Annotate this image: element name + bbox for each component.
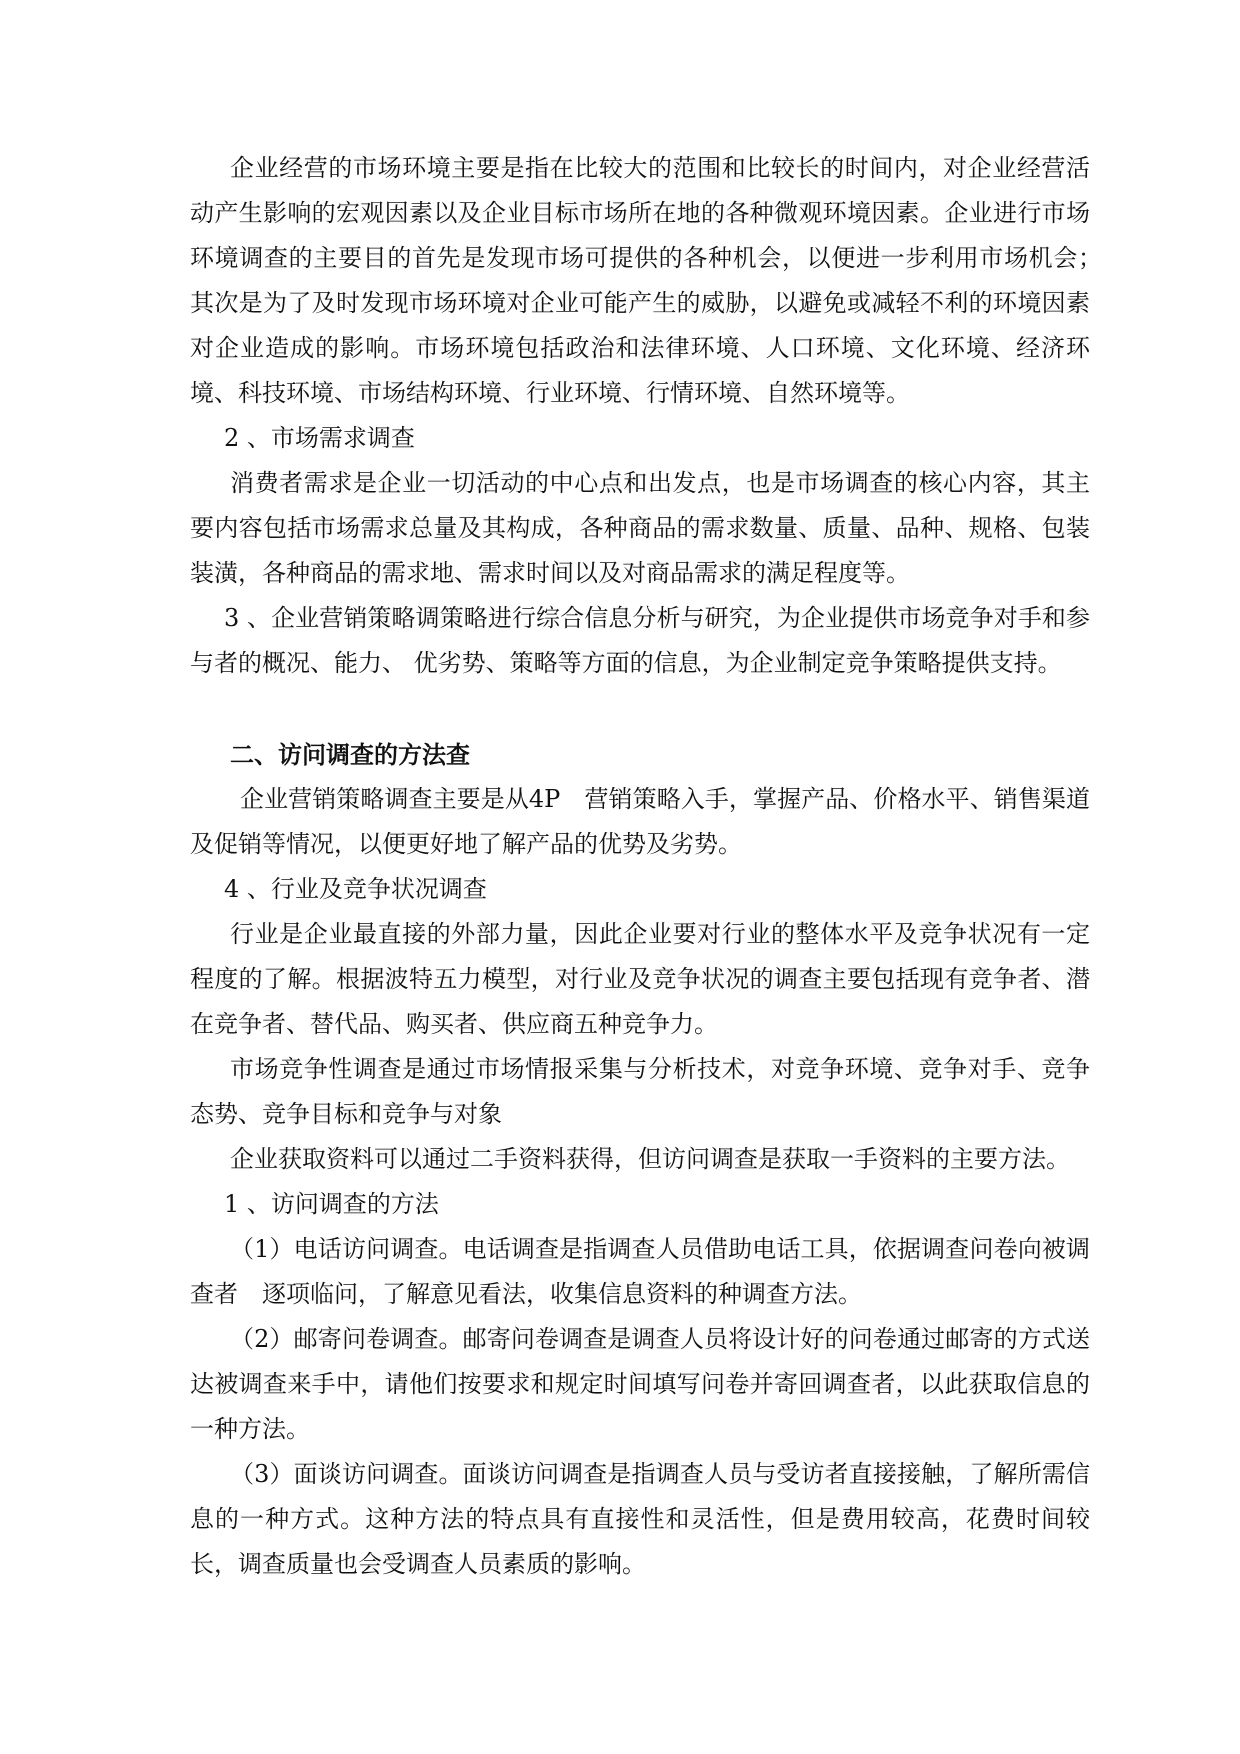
paragraph-data-acquisition: 企业获取资料可以通过二手资料获得，但访问调查是获取一手资料的主要方法。 (230, 1145, 1070, 1173)
paragraph-face-to-face-survey: （3）面谈访问调查。面谈访问调查是指调查人员与受访者直接接触，了解所需信息的一种方式。这种方法的特点具有直接性和灵活性，但是费用较高，花费时间较长，调查质量也会受调查人员素质的影响。 (190, 1460, 1090, 1578)
paragraph-phone-survey: （1）电话访问调查。电话调查是指调查人员借助电话工具，依据调查问卷向被调查者 逐项临问，了解意见看法，收集信息资料的种调查方法。 (190, 1235, 1090, 1308)
paragraph-competitive-survey: 市场竞争性调查是通过市场情报采集与分析技术，对竞争环境、竞争对手、竞争态势、竞争目标和竞争与对象 (190, 1055, 1090, 1128)
document-body (190, 146, 1114, 1587)
section-title-market-demand: 2 、市场需求调查 (224, 424, 415, 452)
paragraph-marketing-strategy: 3 、企业营销策略调策略进行综合信息分析与研究，为企业提供市场竞争对手和参与者的概况、能力、 优劣势、策略等方面的信息，为企业制定竞争策略提供支持。 (190, 604, 1090, 677)
paragraph-market-environment: 企业经营的市场环境主要是指在比较大的范围和比较长的时间内，对企业经营活动产生影响的宏观因素以及企业目标市场所在地的各种微观环境因素。企业进行市场环境调查的主要目的首先是发现市场可提供的各种机会，以便进一步利用市场机会； 其次是为了及时发现市场环境对企业可能产生的威胁，以避免或减轻不利的环境因素对企业造成的影响。市场环境包括政治和法律环境、人口环境、文化环境、经济环境、科技环境、市场结构环境、行业环境、行情环境、自然环境等。 (190, 154, 1114, 407)
paragraph-mail-survey: （2）邮寄问卷调查。邮寄问卷调查是调查人员将设计好的问卷通过邮寄的方式送达被调查来手中，请他们按要求和规定时间填写问卷并寄回调查者，以此获取信息的一种方法。 (190, 1325, 1090, 1443)
section-title-interview-methods: 1 、访问调查的方法 (224, 1190, 439, 1218)
paragraph-consumer-demand: 消费者需求是企业一切活动的中心点和出发点，也是市场调查的核心内容，其主要内容包括市场需求总量及其构成，各种商品的需求数量、质量、品种、规格、包装装潢，各种商品的需求地、需求时间以及对商品需求的满足程度等。 (190, 469, 1090, 587)
paragraph-industry-forces: 行业是企业最直接的外部力量，因此企业要对行业的整体水平及竞争状况有一定程度的了解。根据波特五力模型，对行业及竞争状况的调查主要包括现有竞争者、潜在竞争者、替代品、购买者、供应商五种竞争力。 (190, 920, 1090, 1038)
section-title-industry-competition: 4 、行业及竞争状况调查 (224, 875, 487, 903)
paragraph-4p-strategy: 企业营销策略调查主要是从4P 营销策略入手，掌握产品、价格水平、销售渠道及促销等情况，以便更好地了解产品的优势及劣势。 (190, 785, 1090, 858)
section-heading-interview-methods: 二、访问调查的方法查 (230, 740, 470, 769)
